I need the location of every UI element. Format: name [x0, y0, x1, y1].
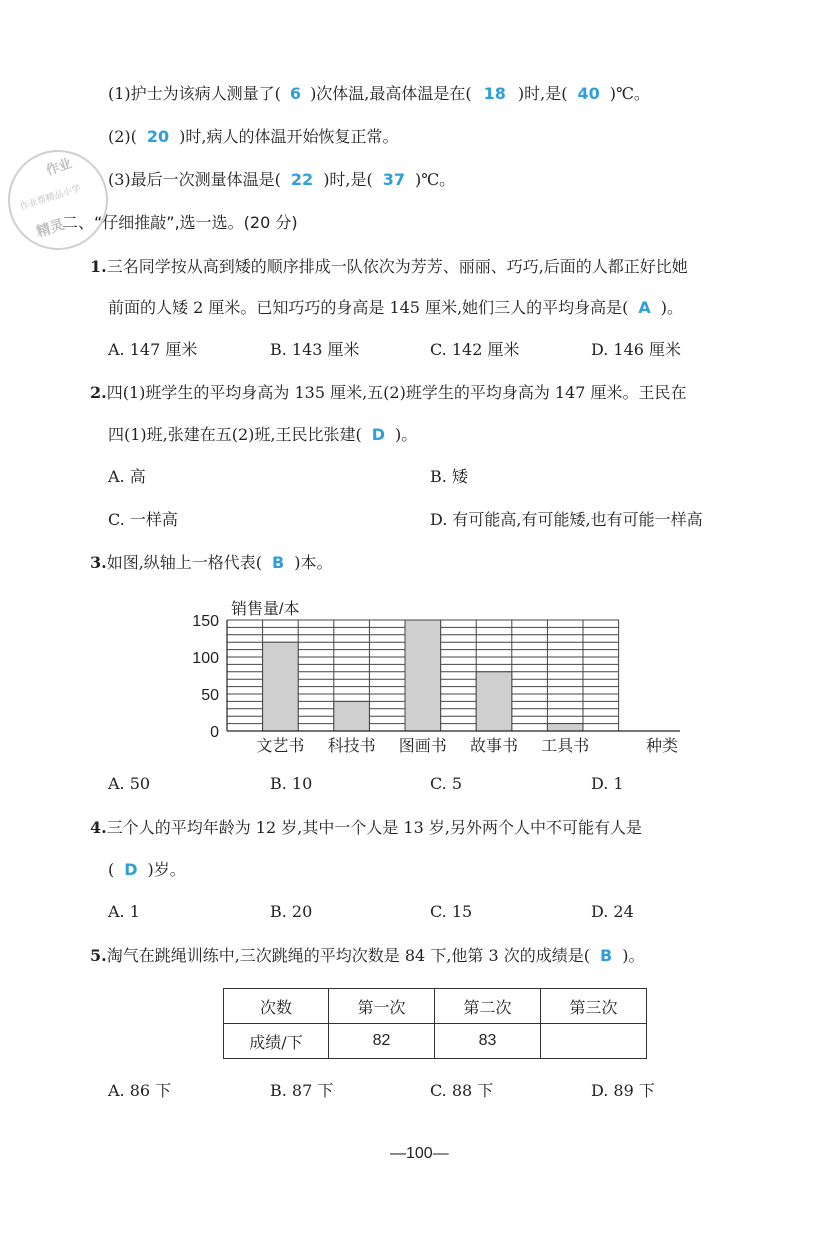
bar — [263, 642, 299, 731]
question-4-line2: ( D )岁。 — [108, 860, 186, 879]
y-tick-label: 50 — [201, 687, 219, 704]
bar — [547, 724, 583, 731]
option: C. 88 下 — [430, 1081, 494, 1100]
option: A. 1 — [108, 902, 140, 921]
table-cell: 成绩/下 — [224, 1024, 329, 1059]
option: D. 146 厘米 — [591, 340, 682, 359]
table-cell — [541, 1024, 647, 1059]
y-tick-label: 0 — [210, 724, 219, 741]
bar — [476, 672, 512, 731]
table-header: 第二次 — [435, 989, 541, 1024]
bar-chart — [0, 590, 832, 780]
option: C. 5 — [430, 774, 463, 793]
question-4: 4.三个人的平均年龄为 12 岁,其中一个人是 13 岁,另外两个人中不可能有人是 — [90, 818, 642, 837]
x-tick-label: 故事书 — [469, 738, 519, 755]
answer: 37 — [382, 170, 406, 189]
score-table — [223, 988, 647, 1059]
question-2: 2.四(1)班学生的平均身高为 135 厘米,五(2)班学生的平均身高为 147 厘米。王民在 — [90, 383, 687, 402]
option: D. 有可能高,有可能矮,也有可能一样高 — [430, 510, 703, 529]
answer: D — [371, 425, 386, 444]
answer: B — [272, 553, 285, 572]
watermark-stamp — [0, 137, 121, 263]
watermark-text: 作业 — [44, 156, 74, 179]
bar — [405, 620, 441, 731]
table-row — [224, 989, 647, 1024]
table-row — [224, 1024, 647, 1059]
watermark-text: 作业帮精品小学 — [19, 183, 83, 213]
option: A. 高 — [108, 467, 146, 486]
answer: A — [638, 298, 651, 317]
option: A. 50 — [108, 774, 151, 793]
answer: 22 — [290, 170, 314, 189]
option: C. 一样高 — [108, 510, 178, 529]
table-header: 次数 — [224, 989, 329, 1024]
option: D. 89 下 — [591, 1081, 655, 1100]
option: B. 143 厘米 — [270, 340, 360, 359]
x-tick-label: 工具书 — [541, 738, 590, 755]
subquestion-3: (3)最后一次测量体温是( 22 )时,是( 37 )℃。 — [108, 170, 456, 189]
option: A. 147 厘米 — [108, 340, 198, 359]
y-tick-label: 100 — [192, 650, 219, 667]
answer: 20 — [146, 127, 170, 146]
table-header: 第三次 — [541, 989, 647, 1024]
option: C. 142 厘米 — [430, 340, 520, 359]
answer: D — [124, 860, 138, 879]
x-tick-label: 科技书 — [327, 738, 376, 755]
answer: B — [600, 946, 613, 965]
option: B. 87 下 — [270, 1081, 334, 1100]
answer: 18 — [483, 84, 506, 103]
watermark-text: 精灵 — [34, 216, 67, 241]
page-number: —100— — [390, 1145, 449, 1162]
answer: 40 — [577, 84, 600, 103]
section-title: 二、“仔细推敲”,选一选。(20 分) — [62, 213, 298, 232]
question-1-line2: 前面的人矮 2 厘米。已知巧巧的身高是 145 厘米,她们三人的平均身高是( A )。 — [108, 298, 684, 317]
answer: 6 — [289, 84, 302, 103]
option: B. 20 — [270, 902, 313, 921]
table-cell: 82 — [329, 1024, 435, 1059]
option: A. 86 下 — [108, 1081, 172, 1100]
x-tick-label: 图画书 — [398, 738, 447, 755]
subquestion-2: (2)( 20 )时,病人的体温开始恢复正常。 — [108, 127, 399, 146]
table-cell: 83 — [435, 1024, 541, 1059]
subquestion-1: (1)护士为该病人测量了( 6 )次体温,最高体温是在( 18 )时,是( 40 )℃。 — [108, 84, 650, 103]
question-5: 5.淘气在跳绳训练中,三次跳绳的平均次数是 84 下,他第 3 次的成绩是( B )。 — [90, 946, 645, 965]
x-tick-label: 文艺书 — [256, 738, 305, 755]
table-header: 第一次 — [329, 989, 435, 1024]
question-3: 3.如图,纵轴上一格代表( B )本。 — [90, 553, 333, 572]
option: D. 24 — [591, 902, 634, 921]
option: C. 15 — [430, 902, 473, 921]
y-axis-label: 销售量/本 — [231, 601, 300, 618]
y-tick-label: 150 — [192, 613, 219, 630]
option: D. 1 — [591, 774, 624, 793]
option: B. 10 — [270, 774, 313, 793]
question-1: 1.三名同学按从高到矮的顺序排成一队依次为芳芳、丽丽、巧巧,后面的人都正好比她 — [90, 257, 688, 276]
option: B. 矮 — [430, 467, 468, 486]
question-2-line2: 四(1)班,张建在五(2)班,王民比张建( D )。 — [108, 425, 418, 444]
x-axis-label: 种类 — [645, 738, 679, 755]
bar — [334, 701, 370, 731]
